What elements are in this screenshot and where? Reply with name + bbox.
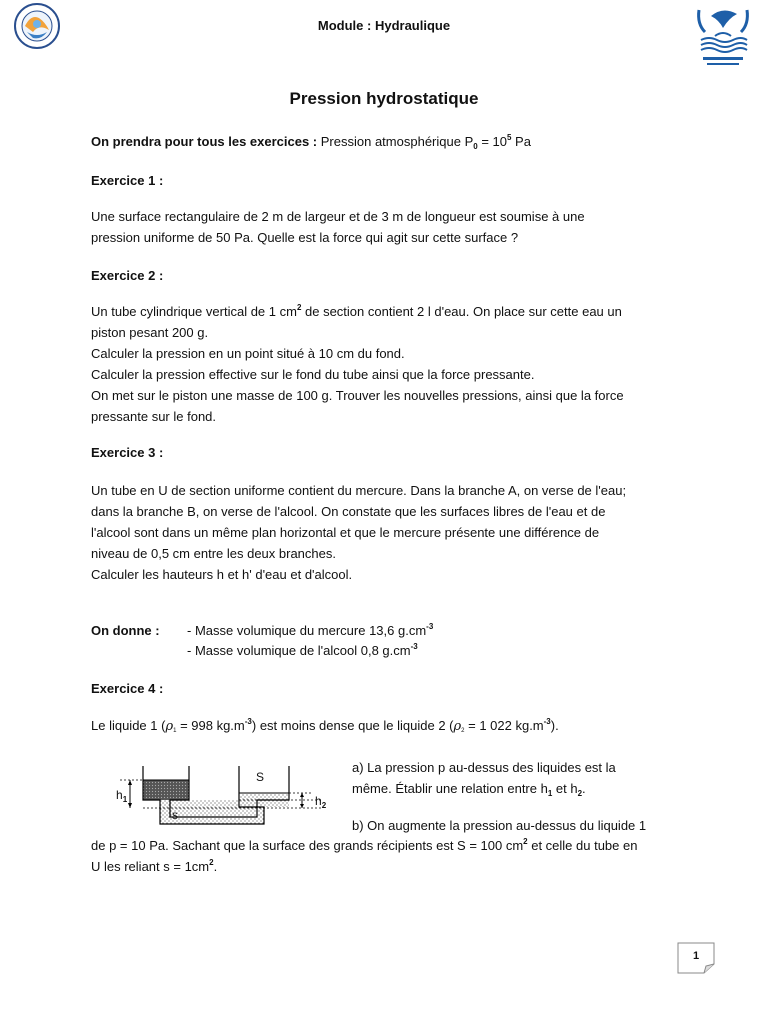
exercise-2-heading: Exercice 2 : xyxy=(91,268,164,283)
fig-label-h1: $h_1$ xyxy=(116,788,128,804)
exercise-3-body: Un tube en U de section uniforme contient du mercure. Dans la branche A, on verse de l'eau; dans la branche B, on verse de l'alcool. On constate que les surfaces libres de l'eau et de l'alcool sont dans un même plan horizontal et que le mercure présente une différence de niveau de 0,5 cm entre les deux branches. Calculer les hauteurs h et h' d'eau et d'alcool. xyxy=(91,483,627,582)
intro-text: Pression atmosphérique P xyxy=(320,134,474,149)
exercise-1-body: Une surface rectangulaire de 2 m de largeur et de 3 m de longueur est soumise à une pression uniforme de 50 Pa. Quelle est la force qui agit sur cette surface ? xyxy=(91,209,585,245)
module-header: Module : Hydraulique xyxy=(317,18,451,33)
exercise-2-body: Un tube cylindrique vertical de 1 $cm^2$ de section contient 2 l d'eau. On place sur cette eau un piston pesant 200 g. Calculer la pression en un point situé à 10 cm du fond. Calculer la pression effective sur le fond du tube ainsi que la force pressante. On met sur le piston une masse de 100 g. Trouver les nouvelles pressions, ainsi que la force pressante sur le fond. xyxy=(91,303,624,424)
fig-label-s: s xyxy=(172,808,178,822)
page-title: Pression hydrostatique xyxy=(289,89,479,108)
exercise-1-heading: Exercice 1 : xyxy=(91,173,164,188)
on-donne-label: On donne : xyxy=(91,623,160,638)
exercise-3-heading: Exercice 3 : xyxy=(91,445,164,460)
donne-item-1: - Masse volumique du mercure 13,6 $g.cm^{-3}$ xyxy=(187,622,434,638)
intro-line: On prendra pour tous les exercices : Pression atmosphérique $P_0 = 10^5$ Pa xyxy=(91,133,531,151)
right-logo xyxy=(693,2,753,68)
exercise-4-heading: Exercice 4 : xyxy=(91,681,164,696)
exercise-4-intro: Le liquide 1 (ρ1 = 998 $kg.m^{-3}$) est moins dense que le liquide 2 (ρ2 = 1 022 $kg.m^{-3}$). xyxy=(91,717,559,734)
part-b-line-1: b) On augmente la pression au-dessus du liquide 1 xyxy=(352,818,647,833)
part-b-body: de p = 10 Pa. Sachant que la surface des grands récipients est S = 100 $cm^2$ et celle du tube en U les reliant $s = 1cm^2$. xyxy=(91,837,638,874)
u-tube-figure xyxy=(112,760,332,832)
fig-label-h2: $h_2$ xyxy=(315,794,327,810)
donne-item-2: - Masse volumique de l'alcool 0,8 $g.cm^{-3}$ xyxy=(187,642,418,658)
intro-lead: On prendra pour tous les exercices : xyxy=(91,134,318,149)
page-number: 1 xyxy=(692,950,700,962)
fig-label-S: S xyxy=(256,770,265,784)
part-a: a) La pression p au-dessus des liquides est la même. Établir une relation entre $h_1$ et $h_2$. xyxy=(352,760,616,798)
